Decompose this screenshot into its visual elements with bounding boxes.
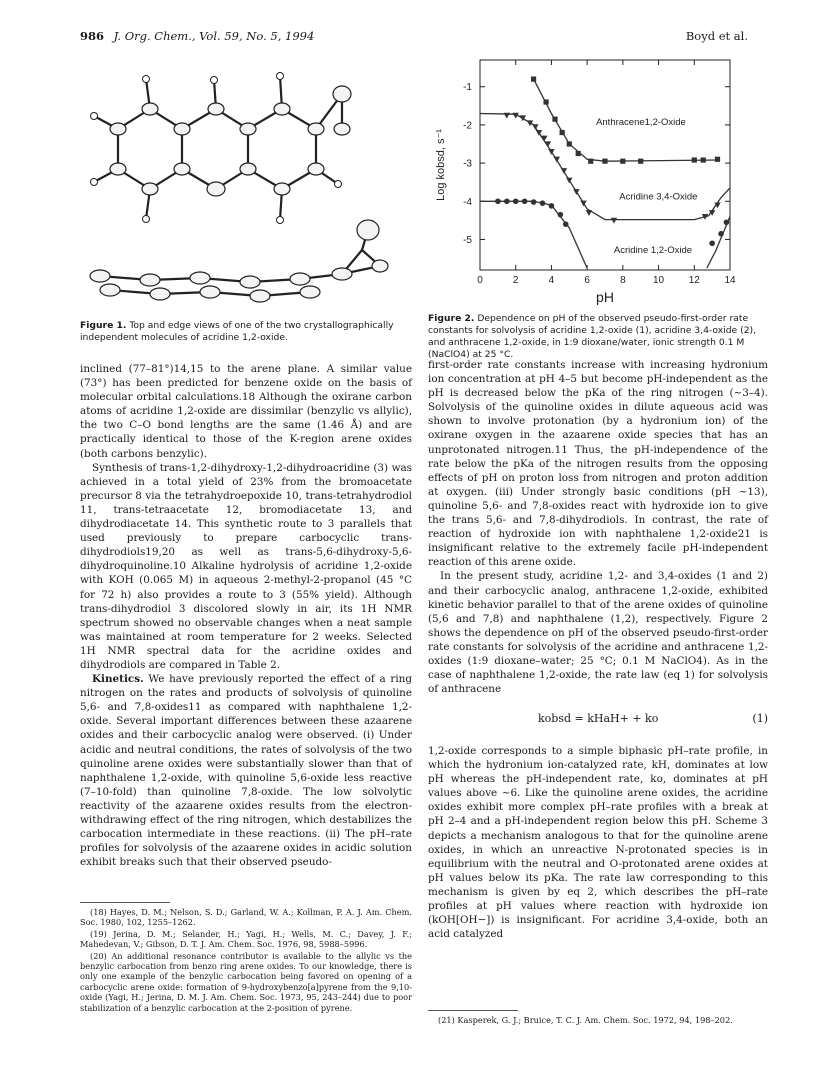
series-labels — [596, 117, 697, 256]
data-point-acridine-1-2-oxide — [709, 240, 715, 246]
top-view-molecule — [94, 76, 342, 220]
data-point-anthracene1-2-oxide — [715, 157, 720, 162]
footnotes-left — [80, 907, 412, 1014]
y-axis-ticks — [463, 82, 730, 246]
data-point-acridine-1-2-oxide — [718, 231, 724, 237]
left-column-body — [80, 362, 412, 869]
data-point-anthracene1-2-oxide — [567, 141, 572, 146]
figure-2-ph-rate-chart — [428, 50, 768, 308]
data-point-acridine-1-2-oxide — [549, 203, 555, 209]
x-axis-label: pH — [596, 289, 614, 305]
data-point-anthracene1-2-oxide — [543, 99, 548, 104]
data-point-acridine-1-2-oxide — [540, 200, 546, 206]
data-point-anthracene1-2-oxide — [588, 159, 593, 164]
paragraph-present-study: In the present study, acridine 1,2- and 3,4-oxides (1 and 2) and their carbocyclic analog, anthracene 1,2-oxide, exhibited kinetic behavior parallel to that of the arene oxides of quinoline (5,6 and 7,8) and naphthalene (1,2), respectively. Figure 2 shows the dependence on pH of the observed pseudo-first-order rate constants for solvolysis of the acridine and anthracene 1,2-oxides (1:9 dioxane–water; 25 °C; 0.1 M NaClO4). As in the case of naphthalene 1,2-oxide, the rate law (eq 1) for solvolysis of anthracene — [428, 570, 768, 696]
paragraph-bond-geometry: inclined (77–81°)14,15 to the arene plane. A similar value (73°) has been predicted for benzene oxide on the basis of molecular orbital calculations.18 Although the oxirane carbon atoms of acridine 1,2-oxide are dissimilar (benzylic vs allylic), the two C–O bond lengths are the same (1.46 Å) and are practically identical to those of the K-region arene oxides (both carbons benzylic). — [80, 363, 412, 460]
data-point-acridine-1-2-oxide — [522, 198, 528, 204]
data-point-anthracene1-2-oxide — [531, 76, 536, 81]
data-point-acridine-1-2-oxide — [513, 198, 519, 204]
data-point-acridine-3-4-oxide — [561, 168, 567, 174]
figure-2-label: Figure 2. — [428, 313, 475, 324]
kinetics-heading: Kinetics. — [92, 673, 144, 686]
footnote-rule-right — [428, 1010, 518, 1011]
equation-1 — [428, 712, 768, 732]
page-number: 986 — [80, 29, 105, 43]
data-point-anthracene1-2-oxide — [701, 157, 706, 162]
footnote-19: (19) Jerina, D. M.; Selander, H.; Yagi, H.; Wells, M. C.; Davey, J. F.; Mahedevan, V.; Gibson, D. T. J. Am. Chem. Soc. 1976, 98, 5988–5996. — [80, 928, 412, 950]
data-point-acridine-1-2-oxide — [558, 212, 564, 218]
data-point-acridine-1-2-oxide — [531, 199, 537, 205]
x-tick-label: 2 — [512, 275, 519, 286]
kinetics-text: We have previously reported the effect of a ring nitrogen on the rates and products of solvolysis of quinoline 5,6- and 7,8-oxides11 as compared with naphthalene 1,2-oxide. Several important differences between these azaarene oxides and their carbocyclic analog were observed. (i) Under acidic and neutral conditions, the rates of solvolysis of the two quinoline arene oxides were substantially slower than that of naphthalene 1,2-oxide, with quinoline 5,6-oxide less reactive (7–10-fold) than quinoline 7,8-oxide. The low solvolytic reactivity of the azaarene oxides results from the electron-withdrawing effect of the ring nitrogen, which destabilizes the carbocation intermediate in these reactions. (ii) The pH–rate profiles for solvolysis of the azaarene oxides in acidic solution exhibit breaks such that their observed pseudo- — [80, 673, 412, 869]
plot-frame — [480, 60, 730, 270]
paragraph-synthesis: Synthesis of trans-1,2-dihydroxy-1,2-dihydroacridine (3) was achieved in a total yield of 23% from the bromoacetate precursor 8 via the tetrahydroepoxide 10, trans-tetrahydrodiol 11, trans-tetraacetate 12, bromodiacetate 13, and dihydrodiacetate 14. This synthetic route to 3 parallels that used previously to prepare carbocyclic trans-dihydrodiols19,20 as well as trans-5,6-dihydroxy-5,6-dihydroquinoline.10 Alkaline hydrolysis of acridine 1,2-oxide with KOH (0.065 M) in aqueous 2-methyl-2-propanol (45 °C for 72 h) also provides a route to 3 (55% yield). Although trans-dihydrodiol 3 discolored slowly in air, its 1H NMR spectrum showed no observable changes when a neat sample was maintained at room temperature for 2 weeks. Selected 1H NMR spectral data for the acridine oxides and dihydrodiols are compared in Table 2. — [80, 461, 412, 671]
data-point-acridine-3-4-oxide — [532, 124, 538, 130]
equation-number: (1) — [752, 712, 768, 725]
footnote-21: (21) Kasperek, G. J.; Bruice, T. C. J. Am. Chem. Soc. 1972, 94, 198–202. — [438, 1015, 733, 1025]
data-point-anthracene1-2-oxide — [560, 130, 565, 135]
data-point-acridine-3-4-oxide — [548, 149, 554, 155]
x-tick-label: 4 — [548, 275, 555, 286]
data-point-anthracene1-2-oxide — [576, 151, 581, 156]
x-tick-label: 12 — [688, 275, 700, 286]
data-point-acridine-1-2-oxide — [495, 198, 501, 204]
footnote-18: (18) Hayes, D. M.; Nelson, S. D.; Garland, W. A.; Kollman, P. A. J. Am. Chem. Soc. 1980, 102, 1255–1262. — [80, 907, 412, 928]
data-point-acridine-3-4-oxide — [586, 210, 592, 216]
edge-view-atoms — [90, 220, 388, 302]
data-point-acridine-1-2-oxide — [724, 219, 730, 225]
header-left — [80, 29, 314, 43]
x-tick-label: 10 — [653, 275, 665, 286]
edge-view-molecule — [100, 230, 380, 296]
data-point-acridine-3-4-oxide — [504, 113, 510, 119]
x-axis-ticks — [477, 60, 736, 286]
data-point-acridine-3-4-oxide — [611, 218, 617, 224]
journal-citation: J. Org. Chem., Vol. 59, No. 5, 1994 — [113, 29, 315, 43]
x-tick-label: 6 — [584, 275, 590, 286]
page-header — [80, 29, 748, 47]
footnote-20: (20) An additional resonance contributor is available to the allylic vs the benzylic carbocation from benzo ring arene oxides. To our knowledge, there is only one example of the benzylic carbocation being favored on opening of a carbocyclic arene oxide: formation of 9-hydroxybenzo[a]pyrene from the 9,10-oxide (Yagi, H.; Jerina, D. M. J. Am. Chem. Soc. 1973, 95, 243–244) due to poor stabilization of a benzylic carbocation at the 2-position of pyrene. — [80, 950, 412, 1013]
data-point-anthracene1-2-oxide — [602, 159, 607, 164]
right-column-body-bottom — [428, 744, 768, 941]
y-tick-label: -5 — [463, 234, 472, 246]
fit-curve-acridine-3-4-oxide — [480, 114, 730, 220]
x-tick-label: 14 — [724, 275, 736, 286]
y-axis-label: Log kobsd, s⁻¹ — [435, 129, 447, 201]
data-point-acridine-3-4-oxide — [545, 141, 551, 147]
x-tick-label: 0 — [477, 275, 483, 286]
y-tick-label: -1 — [463, 82, 472, 94]
figure-1-caption-text: Top and edge views of one of the two crystallographically independent molecules of acridine 1,2-oxide. — [80, 320, 394, 343]
x-tick-label: 8 — [620, 275, 626, 286]
data-point-anthracene1-2-oxide — [638, 159, 643, 164]
data-point-acridine-3-4-oxide — [527, 120, 533, 126]
figure-2-caption — [428, 313, 768, 361]
series-label-acridine-1-2-oxide: Acridine 1,2-Oxide — [613, 244, 693, 256]
figure-1-crystal-structure — [80, 54, 400, 316]
data-point-acridine-3-4-oxide — [566, 178, 572, 184]
paragraph-rate-law: 1,2-oxide corresponds to a simple biphasic pH–rate profile, in which the hydronium ion-catalyzed rate, kH, dominates at low pH whereas the pH-independent rate, ko, dominates at pH values above ~6. Like the quinoline arene oxides, the acridine oxides exhibit more complex pH–rate profiles with a break at pH 2–4 and a pH-independent region below this pH. Scheme 3 depicts a mechanism analogous to that for the quinoline arene oxides, in which an unreactive N-protonated species is in equilibrium with the neutral and O-protonated arene oxides at pH values below its pKa. The rate law corresponding to this mechanism is given by eq 2, which describes the pH–rate profiles at pH values where reaction with hydroxide ion (kOH[OH−]) is insignificant. For acridine 3,4-oxide, both an acid catalyzed — [428, 745, 768, 941]
data-point-acridine-3-4-oxide — [536, 130, 542, 136]
figure-1-label: Figure 1. — [80, 320, 127, 331]
data-point-anthracene1-2-oxide — [692, 157, 697, 162]
series-label-anthracene1-2-oxide: Anthracene1,2-Oxide — [596, 116, 686, 128]
right-column-body-top — [428, 358, 768, 696]
data-point-acridine-3-4-oxide — [573, 189, 579, 195]
y-tick-label: -3 — [463, 158, 472, 170]
fit-curves — [480, 79, 730, 268]
footnote-rule-left — [80, 902, 170, 903]
data-point-acridine-3-4-oxide — [554, 157, 560, 163]
running-authors: Boyd et al. — [685, 29, 748, 43]
paragraph-rate-constants: first-order rate constants increase with increasing hydronium ion concentration at pH 4–5 but become pH-independent as the pH is decreased below the pKa of the ring nitrogen (~3–4). Solvolysis of the quinoline oxides in dilute aqueous acid was shown to involve protonation (by a hydronium ion) of the oxirane oxygen in the azaarene oxide species that has an unprotonated nitrogen.11 Thus, the pH-independence of the rate below the pKa of the nitrogen results from the opposing effects of pH on proton loss from nitrogen and proton addition at oxygen. (iii) Under strongly basic conditions (pH ~13), quinoline 5,6- and 7,8-oxides react with hydroxide ion to give the trans 5,6- and 7,8-dihydrodiols. In contrast, the rate of reaction of hydroxide ion with naphthalene 1,2-oxide21 is insignificant relative to the extremely facile pH-independent reaction of this arene oxide. — [428, 359, 768, 569]
equation-expression: kobsd = kHaH+ + ko — [538, 712, 659, 725]
paragraph-kinetics — [80, 672, 412, 869]
data-point-anthracene1-2-oxide — [620, 159, 625, 164]
figure-2-caption-text: Dependence on pH of the observed pseudo-first-order rate constants for solvolysis of acridine 1,2-oxide (1), acridine 3,4-oxide (2), and anthracene 1,2-oxide, in 1:9 dioxane/water, ionic strength 0.1 M (NaClO4) at 25 °C. — [428, 313, 757, 360]
series-label-acridine-3-4-oxide: Acridine 3,4-Oxide — [619, 191, 698, 203]
y-tick-label: -4 — [463, 196, 472, 208]
y-tick-label: -2 — [463, 120, 472, 132]
footnotes-right — [428, 1015, 768, 1026]
data-point-acridine-1-2-oxide — [504, 198, 510, 204]
fit-curve-acridine-1-2-oxide — [480, 201, 587, 268]
data-point-acridine-3-4-oxide — [580, 201, 586, 207]
data-point-acridine-1-2-oxide — [563, 221, 569, 227]
data-point-anthracene1-2-oxide — [552, 117, 557, 122]
figure-1-caption — [80, 320, 410, 344]
